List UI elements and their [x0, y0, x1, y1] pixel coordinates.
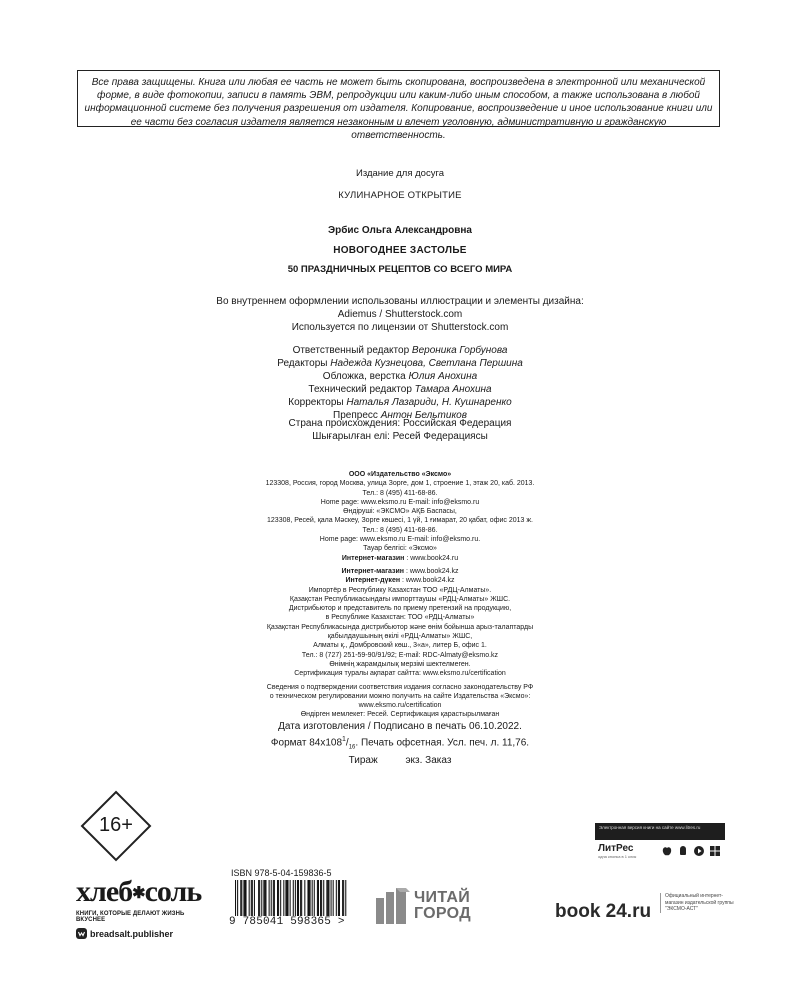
barcode-bar — [251, 880, 252, 918]
barcode-bar — [333, 880, 334, 918]
barcode-bar — [261, 880, 262, 918]
publisher-line: в Республике Казахстан: ТОО «РДЦ-Алматы» — [325, 614, 475, 622]
play-icon — [693, 845, 705, 857]
print-format: Формат $84x108^1/_{16}$. Печать офсетная. Усл. печ. л. 11,76. — [270, 736, 530, 751]
edition-type: Издание для досуга — [355, 168, 444, 179]
chitai-gorod-wordmark: ЧИТАЙ ГОРОД — [414, 889, 471, 922]
apple-icon — [661, 845, 673, 857]
barcode-bar — [326, 880, 327, 918]
publisher-line: Өндірген мемлекет: Ресей. Сертификация қарастырылмаған — [300, 711, 500, 719]
illustrations-line-3: Используется по лицензии от Shutterstock.com — [291, 322, 509, 333]
series-name: КУЛИНАРНОЕ ОТКРЫТИЕ — [338, 190, 462, 201]
credit-name: Тамара Анохина — [414, 384, 492, 395]
credit-role: Препресс — [333, 410, 381, 421]
credit-line — [0, 371, 800, 382]
publisher-line: Тел.: 8 (495) 411-68-86. — [362, 489, 438, 497]
origin-line-2: Шығарылған елі: Ресей Федерациясы — [312, 431, 488, 442]
store-icons — [661, 845, 721, 857]
publisher-line: Интернет-магазин : www.book24.kz — [341, 567, 459, 575]
barcode-bar — [283, 880, 284, 918]
credit-name: Юлия Анохина — [408, 371, 478, 382]
imprint-wordmark: хлеб✱соль — [76, 875, 202, 908]
barcode-bar — [310, 880, 311, 918]
barcode-bar — [252, 880, 253, 918]
publisher-line: Қазақстан Республикасында дистрибьютор және өнім бойынша арыз-талаптарды — [266, 623, 534, 631]
barcode-bar — [312, 880, 313, 918]
illustrations-line-1: Во внутреннем оформлении использованы иллюстрации и элементы дизайна: — [216, 296, 584, 307]
barcode-bar — [244, 880, 245, 918]
book-subtitle: 50 ПРАЗДНИЧНЫХ РЕЦЕПТОВ СО ВСЕГО МИРА — [287, 264, 513, 275]
barcode-bar — [331, 880, 332, 918]
credit-role: Редакторы — [277, 358, 331, 369]
windows-icon — [709, 845, 721, 857]
publisher-line: Өнімнің жарамдылық мерзімі шектелмеген. — [329, 660, 471, 668]
barcode-bar — [307, 880, 308, 918]
credit-line — [0, 384, 800, 395]
print-info — [0, 720, 800, 767]
barcode-bar — [265, 880, 266, 918]
litres-logo: ЛитРес — [598, 843, 634, 854]
publisher-line: Импортёр в Республику Казахстан ТОО «РДЦ-Алматы». — [308, 586, 492, 594]
barcode-bar — [297, 880, 298, 918]
barcode-bar — [320, 880, 321, 918]
litres-bar-text: Электронная версия книги на сайте www.litres.ru — [595, 823, 725, 840]
publisher-line: Сертификация туралы ақпарат сайтта: www.eksmo.ru/certification — [294, 670, 506, 678]
barcode-bar — [304, 880, 305, 918]
age-rating-label: 16+ — [99, 814, 133, 836]
litres-badge — [595, 823, 725, 863]
barcode-bar — [286, 880, 287, 918]
barcode-bar — [271, 880, 272, 918]
imprint-handle: breadsalt.publisher — [76, 928, 201, 939]
credit-name: Вероника Горбунова — [411, 345, 508, 356]
credit-role: Обложка, верстка — [322, 371, 409, 382]
credit-line — [0, 358, 800, 369]
barcode-bar — [295, 880, 296, 918]
publisher-line: Алматы қ., Домбровский көш., 3«а», литер Б, офис 1. — [313, 642, 487, 650]
publisher-line: Интернет-магазин : www.book24.ru — [341, 554, 459, 562]
credit-name: Наталья Лазариди, Н. Кушнаренко — [346, 397, 512, 408]
barcode-bar — [318, 880, 319, 918]
android-icon — [677, 845, 689, 857]
barcode-bar — [263, 880, 264, 918]
imprint-logo — [76, 877, 201, 939]
credit-line — [0, 345, 800, 356]
isbn-label: ISBN 978-5-04-159836-5 — [231, 868, 332, 878]
barcode-bar — [290, 880, 291, 918]
barcode-bar — [328, 880, 329, 918]
book24-logo: book 24.ru — [555, 901, 652, 922]
barcode-bar — [314, 880, 315, 918]
publisher-line: Дистрибьютор и представитель по приему претензий на продукцию, — [288, 605, 512, 613]
rights-notice: Все права защищены. Книга или любая ее часть не может быть скопирована, воспроизведена в электронной или механической форме, в виде фотокопии, записи в память ЭВМ, репродукции или каким-либо иным способом, а также использована в любой информационной системе без получения разрешения от издателя. Копирование, воспроизведение и иное использование книги или ее части без согласия издателя является незаконным и влечет уголовную, административную и гражданскую ответственность. — [84, 77, 713, 141]
barcode-bar — [259, 880, 260, 918]
publisher-line: Home page: www.eksmo.ru E-mail: info@eksmo.ru. — [319, 536, 481, 544]
barcode-bar — [309, 880, 310, 918]
credit-role: Технический редактор — [308, 384, 415, 395]
barcode-bar — [317, 880, 318, 918]
publisher-line: қабылдаушының өкілі «РДЦ-Алматы» ЖШС, — [327, 633, 473, 641]
publisher-line: ООО «Издательство «Эксмо» — [348, 471, 452, 478]
barcode-bar — [249, 880, 250, 918]
book24-note: Официальный интернет-магазин издательской группы "ЭКСМО-АСТ" — [660, 893, 735, 913]
barcode-bar — [240, 880, 241, 918]
imprint-tagline: КНИГИ, КОТОРЫЕ ДЕЛАЮТ ЖИЗНЬ ВКУСНЕЕ — [76, 911, 185, 924]
barcode-bar — [338, 880, 339, 918]
credit-name: Надежда Кузнецова, Светлана Першина — [330, 358, 523, 369]
barcode-bar — [327, 880, 328, 918]
barcode-digits: 9 785041 598365 > — [229, 916, 359, 928]
barcode-bar — [273, 880, 274, 918]
credit-role: Ответственный редактор — [292, 345, 412, 356]
publisher-line: Қазақстан Республикасындағы импорттаушы «РДЦ-Алматы» ЖШС. — [289, 595, 511, 603]
barcode-bar — [301, 880, 302, 918]
rights-notice-box — [77, 70, 720, 141]
publisher-line: www.eksmo.ru/certification — [358, 702, 442, 710]
barcode-bar — [280, 880, 281, 918]
publisher-line: Өндіруші: «ЭКСМО» АҚБ Баспасы, — [343, 508, 457, 516]
publisher-line: Тел.: 8 (727) 251-59-90/91/92; E-mail: RDC-Almaty@eksmo.kz — [301, 651, 499, 659]
illustrations-line-2: Adiemus / Shutterstock.com — [337, 309, 463, 320]
barcode-bar — [269, 880, 270, 918]
publisher-line: Тауар белгісі: «Эксмо» — [363, 545, 437, 553]
publisher-line: 123308, Ресей, қала Мәскеу, Зорге көшесі, 1 үй, 1 ғимарат, 20 қабат, офис 2013 ж. — [267, 517, 533, 525]
age-rating-badge — [80, 790, 152, 862]
publisher-line: Home page: www.eksmo.ru E-mail: info@eksmo.ru — [320, 498, 480, 506]
publisher-line: Сведения о подтверждении соответствия издания согласно законодательству РФ — [266, 683, 534, 691]
chitai-gorod-book-icon — [376, 888, 410, 924]
barcode-bar — [321, 880, 322, 918]
credit-line — [0, 397, 800, 408]
print-date: Дата изготовления / Подписано в печать 06.10.2022. — [278, 721, 522, 732]
vk-icon — [76, 928, 87, 939]
barcode-bar — [339, 880, 340, 918]
barcode-bar — [323, 880, 324, 918]
origin-line-1: Страна происхождения: Российская Федерация — [288, 418, 512, 429]
barcode-bar — [246, 880, 247, 918]
barcode-bar — [241, 880, 242, 918]
barcode-bar — [288, 880, 289, 918]
barcode-bar — [258, 880, 259, 918]
publisher-line: Тел.: 8 (495) 411-68-86. — [362, 526, 438, 534]
print-run: Тираж экз. Заказ — [348, 755, 452, 767]
barcode-bar — [298, 880, 299, 918]
chitai-gorod-logo — [376, 888, 471, 929]
barcode-bar — [243, 880, 244, 918]
barcode-bar — [277, 880, 278, 918]
publisher-line: 123308, Россия, город Москва, улица Зорге, дом 1, строение 1, этаж 20, каб. 2013. — [265, 480, 535, 488]
credit-role: Корректоры — [288, 397, 347, 408]
book-title: НОВОГОДНЕЕ ЗАСТОЛЬЕ — [333, 245, 467, 256]
author-name: Эрбис Ольга Александровна — [327, 225, 472, 236]
litres-sub: одна кнопка в 1 клик — [598, 854, 637, 859]
barcode-bar — [342, 880, 343, 918]
barcode-bar — [285, 880, 286, 918]
publisher-line: о техническом регулировании можно получить на сайте Издательства «Эксмо»: — [269, 692, 531, 700]
barcode-bar — [336, 880, 337, 918]
barcode-bar — [264, 880, 265, 918]
star-icon: ✱ — [132, 885, 145, 903]
barcode-bar — [300, 880, 301, 918]
publisher-line: Интернет-дүкен : www.book24.kz — [345, 577, 455, 585]
credit-name: Антон Бельтиков — [380, 410, 467, 421]
barcode-bar — [278, 880, 279, 918]
barcode-bar — [274, 880, 275, 918]
publisher-info — [230, 470, 570, 720]
barcode-bar — [254, 880, 255, 918]
